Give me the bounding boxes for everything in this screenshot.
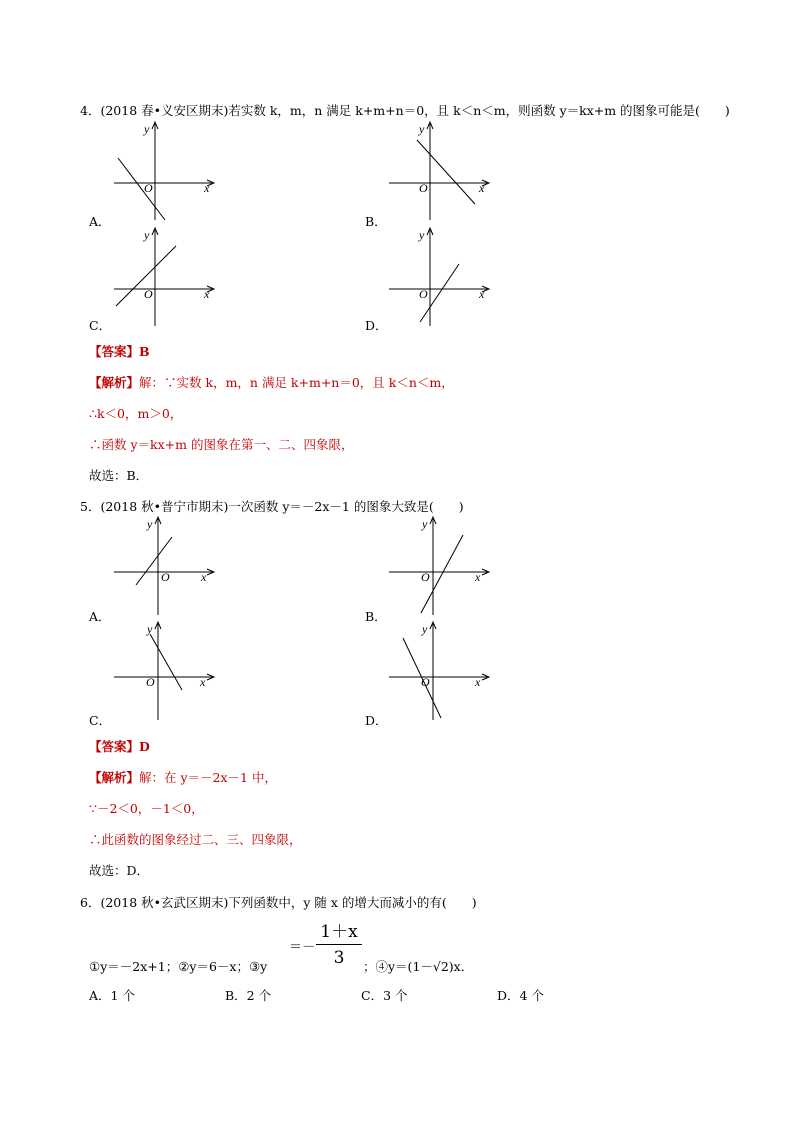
q5-answer: 【答案】D bbox=[89, 739, 150, 754]
svg-text:O: O bbox=[421, 570, 430, 584]
q6-frac-bar bbox=[316, 944, 362, 945]
q4-analysis-1 bbox=[89, 373, 454, 391]
svg-text:x: x bbox=[475, 675, 481, 689]
q5-analysis-4: 故选：D． bbox=[89, 863, 150, 878]
q4-graph-d bbox=[385, 226, 495, 328]
q6-fraction bbox=[316, 921, 362, 969]
q5-option-c: C． bbox=[89, 713, 112, 728]
q4-analysis-line: 解：∵实数 k，m，n 满足 k+m+n＝0，且 k＜n＜m， bbox=[139, 375, 454, 390]
svg-text:y: y bbox=[147, 622, 153, 636]
svg-text:y: y bbox=[419, 122, 425, 136]
svg-text:O: O bbox=[146, 675, 155, 689]
q4-answer: 【答案】B bbox=[89, 344, 150, 359]
q4-graph-c bbox=[110, 226, 220, 328]
q6-frac-denominator: 3 bbox=[333, 948, 345, 968]
q6-choice-a: A．1 个 bbox=[89, 988, 135, 1003]
q5-analysis-label: 【解析】 bbox=[89, 770, 140, 785]
svg-text:y: y bbox=[144, 122, 150, 136]
q4-analysis-4: 故选：B． bbox=[89, 468, 149, 483]
svg-text:y: y bbox=[147, 517, 153, 531]
q4-option-b: B． bbox=[365, 214, 387, 229]
q5-option-a: A． bbox=[89, 609, 111, 624]
q5-graph-a bbox=[110, 515, 220, 617]
svg-text:x: x bbox=[200, 675, 206, 689]
q6-choice-c: C．3 个 bbox=[361, 988, 408, 1003]
svg-text:y: y bbox=[419, 228, 425, 242]
q4-option-c: C． bbox=[89, 318, 112, 333]
svg-text:x: x bbox=[204, 181, 210, 195]
svg-text:x: x bbox=[475, 570, 481, 584]
svg-text:O: O bbox=[421, 675, 430, 689]
svg-text:x: x bbox=[479, 181, 485, 195]
q5-graph-d bbox=[385, 620, 495, 722]
q5-option-d: D． bbox=[365, 713, 388, 728]
svg-text:O: O bbox=[144, 181, 153, 195]
q6-items-part1: ①y＝－2x+1；②y＝6－x；③y bbox=[89, 959, 268, 974]
q4-analysis-3: ∴函数 y＝kx+m 的图象在第一、二、四象限， bbox=[89, 437, 354, 452]
q5-graph-b bbox=[385, 515, 495, 617]
q5-analysis-2: ∵－2＜0，－1＜0， bbox=[89, 801, 204, 816]
q6-frac-prefix: ＝－ bbox=[289, 940, 316, 955]
q4-graph-b bbox=[385, 120, 495, 222]
q4-analysis-label: 【解析】 bbox=[89, 375, 140, 390]
q6-frac-numerator: 1＋x bbox=[320, 922, 358, 942]
svg-text:y: y bbox=[144, 228, 150, 242]
svg-text:O: O bbox=[144, 287, 153, 301]
svg-text:O: O bbox=[419, 287, 428, 301]
q4-analysis-2: ∴k＜0，m＞0， bbox=[89, 406, 183, 421]
q4-graph-a bbox=[110, 120, 220, 222]
q5-stem: 5．(2018 秋•普宁市期末)一次函数 y＝－2x－1 的图象大致是( ) bbox=[80, 499, 464, 514]
svg-text:O: O bbox=[161, 570, 170, 584]
q5-graph-c bbox=[110, 620, 220, 722]
q6-stem: 6．(2018 秋•玄武区期末)下列函数中，y 随 x 的增大而减小的有( ) bbox=[80, 895, 477, 910]
svg-text:y: y bbox=[422, 517, 428, 531]
q5-analysis-line: 解：在 y＝－2x－1 中， bbox=[139, 770, 277, 785]
q6-items-part2: ；④y＝(1－√2)x． bbox=[363, 959, 474, 974]
q5-analysis-3: ∴此函数的图象经过二、三、四象限， bbox=[89, 832, 302, 847]
q5-option-b: B． bbox=[365, 609, 387, 624]
q6-choice-b: B．2 个 bbox=[225, 988, 272, 1003]
svg-text:x: x bbox=[479, 287, 485, 301]
svg-text:y: y bbox=[422, 622, 428, 636]
q4-stem: 4．(2018 春•义安区期末)若实数 k，m，n 满足 k+m+n＝0，且 k＜n＜m，则函数 y＝kx+m 的图象可能是( ) bbox=[80, 103, 730, 118]
svg-text:x: x bbox=[204, 287, 210, 301]
q5-analysis-1 bbox=[89, 768, 277, 786]
q4-option-a: A． bbox=[89, 214, 111, 229]
svg-text:O: O bbox=[419, 181, 428, 195]
q6-choice-d: D．4 个 bbox=[497, 988, 544, 1003]
q4-option-d: D． bbox=[365, 318, 388, 333]
svg-text:x: x bbox=[201, 570, 207, 584]
